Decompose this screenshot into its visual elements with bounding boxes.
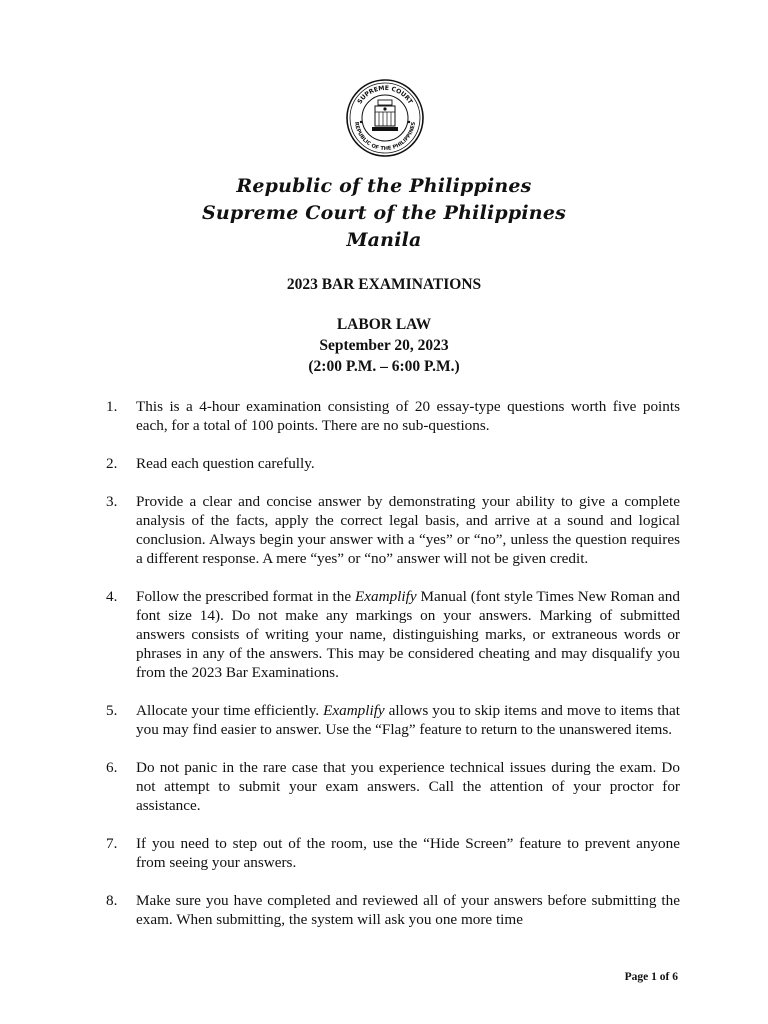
instruction-number: 5. bbox=[106, 702, 118, 719]
instruction-item bbox=[106, 834, 680, 872]
instruction-text-run: Make sure you have completed and reviewed all of your answers before submitting the exam. When submitting, the system will ask you one more time bbox=[136, 892, 680, 928]
seal-ring-top-text: SUPREME COURT bbox=[356, 84, 414, 106]
instruction-number: 3. bbox=[106, 493, 118, 510]
exam-date: September 20, 2023 bbox=[319, 337, 449, 354]
instruction-number: 8. bbox=[106, 892, 118, 909]
instruction-text-run: Manual (font style Times New Roman and font size 14). Do not make any markings on your answers. Marking of submitted answers consists of writing your name, distinguishing marks, or extraneous words or phrases in any of the answers. This may be considered cheating and may disqualify you from the 2023 Bar Examinations. bbox=[136, 588, 680, 681]
page-number: Page 1 of 6 bbox=[624, 971, 678, 983]
supreme-court-seal-icon bbox=[345, 78, 425, 158]
instruction-emphasis: Examplify bbox=[323, 702, 385, 719]
instruction-text bbox=[136, 492, 680, 568]
header-republic: Republic of the Philippines bbox=[236, 175, 532, 197]
seal-graphic bbox=[345, 78, 425, 158]
instruction-number: 7. bbox=[106, 835, 118, 852]
instruction-text-run: allows you to skip items and move to items that you may find easier to answer. Use the “Flag” feature to return to the unanswered items. bbox=[136, 702, 680, 738]
instruction-number: 1. bbox=[106, 398, 118, 415]
header-city: Manila bbox=[346, 229, 422, 251]
instruction-item bbox=[106, 454, 680, 473]
exam-time: (2:00 P.M. – 6:00 P.M.) bbox=[308, 358, 460, 375]
instruction-text bbox=[136, 891, 680, 929]
instructions-list bbox=[106, 397, 680, 929]
instruction-text bbox=[136, 587, 680, 682]
instruction-number: 6. bbox=[106, 759, 118, 776]
instruction-item bbox=[106, 891, 680, 929]
instruction-item bbox=[106, 701, 680, 739]
instruction-text-run: Follow the prescribed format in the bbox=[136, 588, 355, 605]
exam-title: 2023 BAR EXAMINATIONS bbox=[286, 276, 482, 293]
instruction-number: 4. bbox=[106, 588, 118, 605]
instruction-emphasis: Examplify bbox=[355, 588, 417, 605]
instruction-text bbox=[136, 701, 680, 739]
instruction-text bbox=[136, 758, 680, 815]
instruction-item bbox=[106, 397, 680, 435]
instruction-text-run: Allocate your time efficiently. bbox=[136, 702, 324, 719]
instruction-number: 2. bbox=[106, 455, 118, 472]
instruction-item bbox=[106, 492, 680, 568]
seal-ring-bottom-text: REPUBLIC OF THE PHILIPPINES bbox=[353, 121, 417, 153]
instruction-item bbox=[106, 758, 680, 815]
instruction-text-run: If you need to step out of the room, use the “Hide Screen” feature to prevent anyone from seeing your answers. bbox=[136, 835, 680, 871]
instruction-text-run: This is a 4-hour examination consisting of 20 essay-type questions worth five points each, for a total of 100 points. There are no sub-questions. bbox=[136, 398, 680, 434]
instruction-text-run: Provide a clear and concise answer by demonstrating your ability to give a complete analysis of the facts, apply the correct legal basis, and arrive at a sound and logical conclusion. Always begin your answer with a “yes” or “no”, unless the question requires a different response. A mere “yes” or “no” answer will not be given credit. bbox=[136, 493, 680, 567]
instruction-text bbox=[136, 397, 680, 435]
instruction-text bbox=[136, 834, 680, 872]
exam-subject: LABOR LAW bbox=[336, 316, 432, 333]
instruction-text-run: Read each question carefully. bbox=[136, 455, 315, 472]
instruction-text-run: Do not panic in the rare case that you experience technical issues during the exam. Do not attempt to submit your exam answers. Call the attention of your proctor for assistance. bbox=[136, 759, 680, 814]
instruction-item bbox=[106, 587, 680, 682]
header-supreme-court: Supreme Court of the Philippines bbox=[201, 202, 567, 224]
instruction-text bbox=[136, 454, 680, 473]
